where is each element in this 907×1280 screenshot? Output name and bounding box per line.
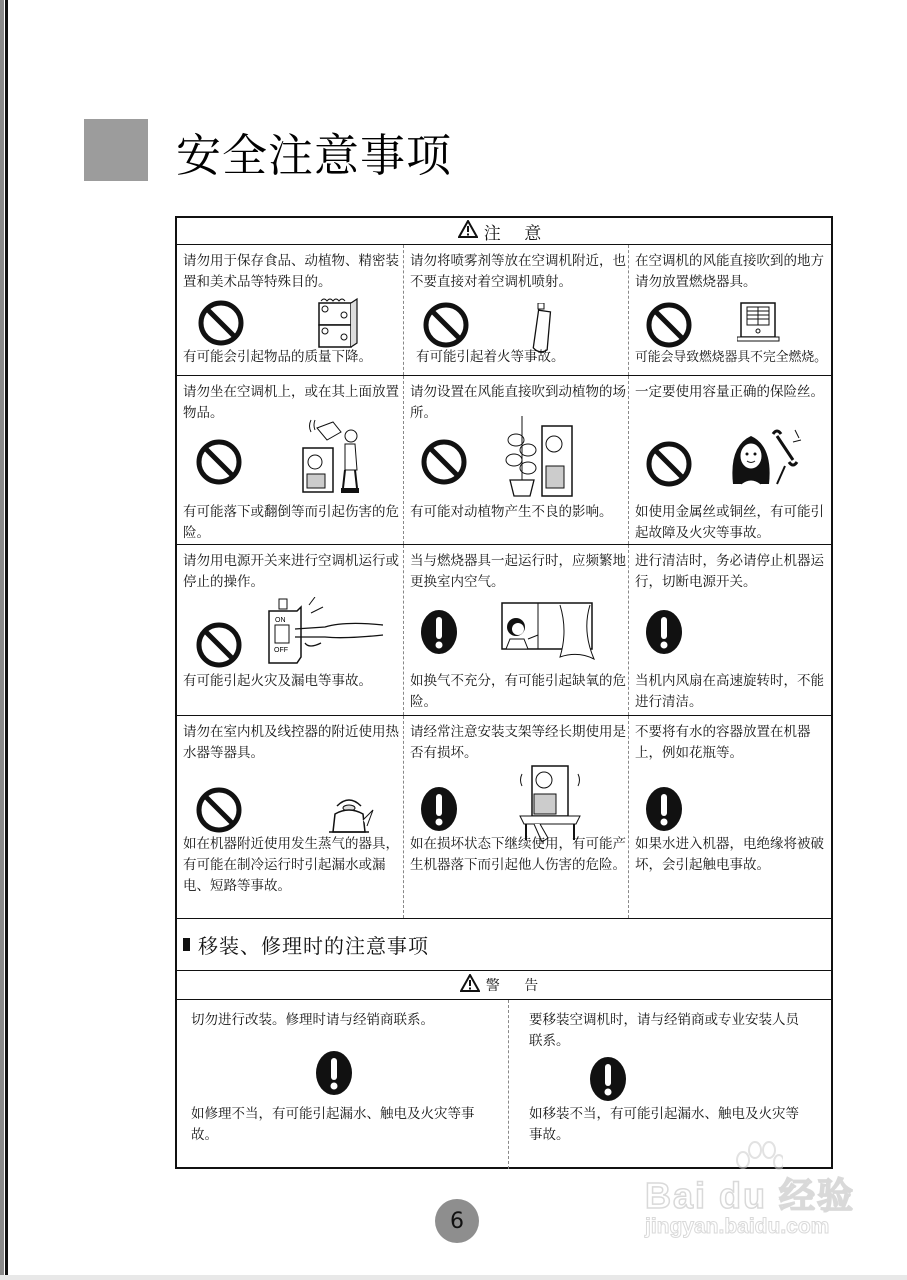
consequence-text: 有可能落下或翻倒等而引起伤害的危险。 [183,504,399,541]
consequence-text: 可能会导致燃烧器具不完全燃烧。 [635,350,827,365]
instruction-text: 请经常注意安装支架等经长期使用是否有损坏。 [410,724,626,761]
page-edge-shadow [0,0,4,1280]
prohibited-icon [420,438,468,493]
caution-label: 注 意 [483,223,551,244]
relocation-section-title [177,919,831,971]
prohibited-icon [197,299,245,354]
instruction-text: 进行清洁时，务必请停止机器运行，切断电源开关。 [635,553,824,590]
instruction-text: 切勿进行改装。修理时请与经销商联系。 [191,1012,434,1028]
prohibited-icon [195,621,243,676]
instruction-text: 当与燃烧器具一起运行时，应频繁地更换室内空气。 [410,553,626,590]
warning-cell [177,1000,508,1169]
consequence-text: 有可能引起火灾及漏电等事故。 [183,673,372,689]
caution-row [177,716,831,919]
page-number: 6 [450,1208,464,1234]
bullet-square-icon [183,938,190,951]
consequence-text: 如移装不当，有可能引起漏水、触电及火灾等事故。 [529,1106,799,1143]
consequence-text: 如在损坏状态下继续使用，有可能产生机器落下而引起他人伤害的危险。 [410,836,626,873]
watermark-url: jingyan.baidu.com [645,1215,830,1238]
instruction-text: 请勿用于保存食品、动植物、精密装置和美术品等特殊目的。 [183,253,399,290]
caution-cell [177,376,403,544]
page-number-badge [435,1199,479,1243]
warning-header [177,971,831,1000]
power-switch-illustration [265,597,387,674]
instruction-text: 不要将有水的容器放置在机器上，例如花瓶等。 [635,724,811,761]
svg-text:ON: ON [275,617,286,624]
instruction-text: 请勿坐在空调机上，或在其上面放置物品。 [183,384,399,421]
caution-cell [628,376,831,544]
caution-cell [177,716,403,918]
svg-text:OFF: OFF [274,647,288,654]
consequence-text: 当机内风扇在高速旋转时，不能进行清洁。 [635,673,824,710]
instruction-text: 请勿在室内机及线控器的附近使用热水器等器具。 [183,724,399,761]
person-on-unit-illustration [299,418,369,503]
warning-label: 警 告 [485,978,549,994]
mandatory-icon [645,609,683,662]
consequence-text: 如换气不充分，有可能引起缺氧的危险。 [410,673,626,710]
caution-cell [177,245,403,375]
title-marker-block [84,119,148,181]
page-title: 安全注意事项 [176,129,453,182]
section-title: 移装、修理时的注意事项 [198,934,429,958]
instruction-text: 在空调机的风能直接吹到的地方请勿放置燃烧器具。 [635,253,824,290]
caution-cell [403,376,628,544]
caution-row [177,245,831,376]
caution-cell [628,716,831,918]
consequence-text: 有可能引起着火等事故。 [416,349,565,365]
page-edge-line [5,0,8,1280]
mandatory-icon [645,786,683,839]
prohibited-icon [195,786,243,841]
caution-header [177,218,831,245]
bottom-strip [0,1275,907,1280]
consequence-text: 如修理不当，有可能引起漏水、触电及火灾等事故。 [191,1106,475,1143]
caution-cell [628,545,831,715]
caution-row [177,545,831,716]
caution-cell [403,245,628,375]
instruction-text: 请勿设置在风能直接吹到动植物的场所。 [410,384,626,421]
heater-illustration [737,301,781,350]
warning-triangle-icon [460,974,480,997]
warning-triangle-icon [458,220,478,243]
instruction-text: 要移装空调机时，请与经销商或专业安装人员联系。 [529,1012,799,1049]
caution-cell [628,245,831,375]
safety-table [175,216,833,1169]
instruction-text: 请勿用电源开关来进行空调机运行或停止的操作。 [183,553,399,590]
caution-cell [177,545,403,715]
mandatory-icon [420,786,458,839]
baidu-watermark [645,1140,865,1250]
consequence-text: 如使用金属丝或铜丝，有可能引起故障及火灾等事故。 [635,504,824,541]
caution-cell [403,545,628,715]
consequence-text: 有可能会引起物品的质量下降。 [183,349,372,365]
woman-with-wrench-illustration [727,426,803,497]
prohibited-icon [645,440,693,495]
caution-row [177,376,831,545]
mandatory-icon [420,609,458,662]
plant-near-unit-illustration [502,410,578,507]
watermark-logo: Bai du 经验 [645,1175,856,1216]
instruction-text: 一定要使用容量正确的保险丝。 [635,384,824,400]
instruction-text: 请勿将喷雾剂等放在空调机附近，也不要直接对着空调机喷射。 [410,253,626,290]
prohibited-icon [195,438,243,493]
consequence-text: 如在机器附近使用发生蒸气的器具，有可能在制冷运行时引起漏水或漏电、短路等事故。 [183,836,399,894]
open-window-illustration [498,601,598,672]
mandatory-icon [311,1050,357,1103]
caution-cell [403,716,628,918]
consequence-text: 如果水进入机器，电绝缘将被破坏，会引起触电事故。 [635,836,824,873]
mandatory-icon [585,1056,631,1109]
consequence-text: 有可能对动植物产生不良的影响。 [410,504,613,520]
